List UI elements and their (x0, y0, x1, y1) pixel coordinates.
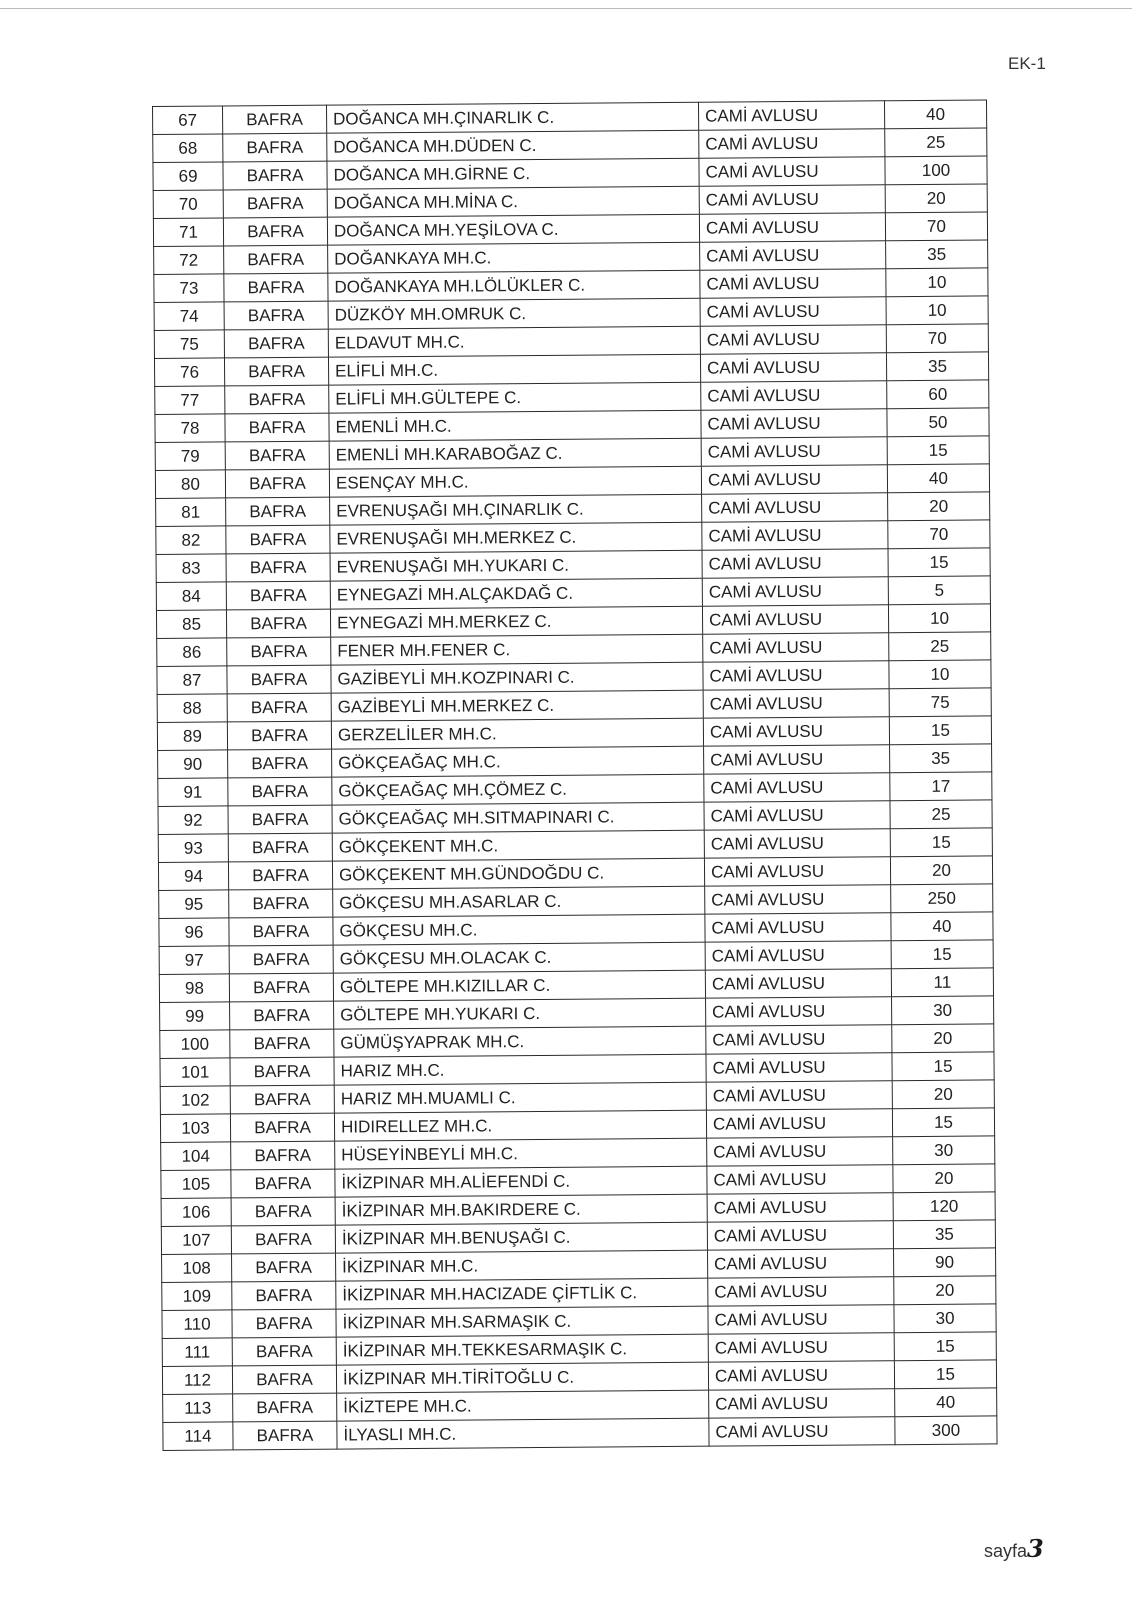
district-cell: BAFRA (223, 105, 327, 134)
place-type-cell: CAMİ AVLUSU (699, 157, 885, 186)
district-cell: BAFRA (231, 1141, 335, 1170)
count-cell: 90 (893, 1248, 995, 1277)
location-cell: HARIZ MH.C. (334, 1054, 706, 1085)
place-type-cell: CAMİ AVLUSU (704, 745, 890, 774)
page-number (984, 1534, 1044, 1563)
row-number: 72 (154, 246, 224, 275)
location-cell: EVRENUŞAĞI MH.ÇINARLIK C. (330, 494, 702, 525)
place-type-cell: CAMİ AVLUSU (705, 913, 891, 942)
count-cell: 120 (893, 1192, 995, 1221)
count-cell: 40 (887, 464, 989, 493)
district-cell: BAFRA (226, 497, 330, 526)
count-cell: 20 (893, 1164, 995, 1193)
location-cell: GÖKÇESU MH.ASARLAR C. (333, 886, 705, 917)
row-number: 111 (162, 1338, 232, 1367)
row-number: 113 (163, 1394, 233, 1423)
place-type-cell: CAMİ AVLUSU (703, 633, 889, 662)
place-type-cell: CAMİ AVLUSU (705, 885, 891, 914)
location-cell: İKİZPINAR MH.BENUŞAĞI C. (335, 1222, 707, 1253)
count-cell: 20 (892, 1080, 994, 1109)
count-cell: 17 (890, 772, 992, 801)
row-number: 79 (155, 442, 225, 471)
district-cell: BAFRA (226, 581, 330, 610)
place-type-cell: CAMİ AVLUSU (706, 1081, 892, 1110)
location-cell: İKİZPINAR MH.SARMAŞIK C. (336, 1306, 708, 1337)
place-type-cell: CAMİ AVLUSU (702, 521, 888, 550)
place-type-cell: CAMİ AVLUSU (700, 269, 886, 298)
row-number: 93 (158, 834, 228, 863)
district-cell: BAFRA (232, 1365, 336, 1394)
district-cell: BAFRA (230, 1057, 334, 1086)
top-scan-rule (0, 8, 1132, 9)
count-cell: 35 (890, 744, 992, 773)
row-number: 68 (153, 134, 223, 163)
count-cell: 20 (894, 1276, 996, 1305)
district-cell: BAFRA (227, 665, 331, 694)
row-number: 87 (157, 666, 227, 695)
location-cell: GERZELİLER MH.C. (331, 718, 703, 749)
count-cell: 25 (890, 800, 992, 829)
count-cell: 40 (884, 100, 986, 129)
place-type-cell: CAMİ AVLUSU (705, 969, 891, 998)
place-type-cell: CAMİ AVLUSU (707, 1221, 893, 1250)
count-cell: 15 (894, 1360, 996, 1389)
location-cell: GÖKÇEAĞAÇ MH.SITMAPINARI C. (332, 802, 704, 833)
row-number: 88 (157, 694, 227, 723)
location-cell: DOĞANKAYA MH.LÖLÜKLER C. (328, 270, 700, 301)
district-cell: BAFRA (231, 1225, 335, 1254)
row-number: 73 (154, 274, 224, 303)
count-cell: 50 (887, 408, 989, 437)
district-cell: BAFRA (224, 245, 328, 274)
location-cell: EVRENUŞAĞI MH.MERKEZ C. (330, 522, 702, 553)
location-cell: İKİZPINAR MH.TİRİTOĞLU C. (336, 1362, 708, 1393)
count-cell: 20 (892, 1024, 994, 1053)
place-type-cell: CAMİ AVLUSU (708, 1305, 894, 1334)
annex-label: EK-1 (1008, 54, 1046, 73)
location-cell: DOĞANCA MH.GİRNE C. (327, 158, 699, 189)
row-number: 102 (160, 1086, 230, 1115)
place-type-cell: CAMİ AVLUSU (702, 493, 888, 522)
count-cell: 25 (885, 128, 987, 157)
location-cell: ELİFLİ MH.GÜLTEPE C. (329, 382, 701, 413)
location-cell: GÖKÇEAĞAÇ MH.ÇÖMEZ C. (332, 774, 704, 805)
district-cell: BAFRA (226, 525, 330, 554)
row-number: 110 (162, 1310, 232, 1339)
location-cell: HÜSEYİNBEYLİ MH.C. (335, 1138, 707, 1169)
location-cell: GÖLTEPE MH.KIZILLAR C. (333, 970, 705, 1001)
location-cell: DÜZKÖY MH.OMRUK C. (328, 298, 700, 329)
location-cell: GÖKÇESU MH.C. (333, 914, 705, 945)
place-type-cell: CAMİ AVLUSU (707, 1165, 893, 1194)
row-number: 76 (154, 358, 224, 387)
place-type-cell: CAMİ AVLUSU (701, 465, 887, 494)
place-type-cell: CAMİ AVLUSU (702, 577, 888, 606)
place-type-cell: CAMİ AVLUSU (707, 1193, 893, 1222)
count-cell: 15 (891, 940, 993, 969)
place-type-cell: CAMİ AVLUSU (707, 1137, 893, 1166)
place-type-cell: CAMİ AVLUSU (705, 941, 891, 970)
place-type-cell: CAMİ AVLUSU (709, 1389, 895, 1418)
row-number: 91 (158, 778, 228, 807)
count-cell: 100 (885, 156, 987, 185)
row-number: 103 (160, 1114, 230, 1143)
place-type-cell: CAMİ AVLUSU (703, 661, 889, 690)
place-type-cell: CAMİ AVLUSU (708, 1333, 894, 1362)
district-cell: BAFRA (225, 413, 329, 442)
place-type-cell: CAMİ AVLUSU (706, 1025, 892, 1054)
location-cell: GAZİBEYLİ MH.KOZPINARI C. (331, 662, 703, 693)
place-type-cell: CAMİ AVLUSU (702, 549, 888, 578)
district-cell: BAFRA (223, 189, 327, 218)
row-number: 89 (157, 722, 227, 751)
count-cell: 11 (891, 968, 993, 997)
table-row (163, 1416, 997, 1451)
district-cell: BAFRA (230, 1113, 334, 1142)
district-cell: BAFRA (227, 721, 331, 750)
district-cell: BAFRA (228, 833, 332, 862)
row-number: 105 (161, 1170, 231, 1199)
place-type-cell: CAMİ AVLUSU (699, 213, 885, 242)
row-number: 85 (156, 610, 226, 639)
location-cell: İKİZPINAR MH.C. (336, 1250, 708, 1281)
count-cell: 15 (889, 716, 991, 745)
place-type-cell: CAMİ AVLUSU (709, 1417, 895, 1446)
location-cell: GÖKÇEAĞAÇ MH.C. (332, 746, 704, 777)
count-cell: 30 (894, 1304, 996, 1333)
count-cell: 35 (886, 240, 988, 269)
table-body (153, 100, 998, 1451)
district-cell: BAFRA (229, 973, 333, 1002)
row-number: 83 (156, 554, 226, 583)
place-type-cell: CAMİ AVLUSU (700, 353, 886, 382)
row-number: 80 (155, 470, 225, 499)
location-cell: DOĞANCA MH.YEŞİLOVA C. (327, 214, 699, 245)
district-cell: BAFRA (224, 301, 328, 330)
row-number: 112 (162, 1366, 232, 1395)
place-type-cell: CAMİ AVLUSU (708, 1361, 894, 1390)
district-cell: BAFRA (229, 917, 333, 946)
row-number: 94 (158, 862, 228, 891)
count-cell: 35 (886, 352, 988, 381)
place-type-cell: CAMİ AVLUSU (700, 241, 886, 270)
row-number: 114 (163, 1422, 233, 1451)
district-cell: BAFRA (226, 609, 330, 638)
row-number: 96 (159, 918, 229, 947)
count-cell: 20 (890, 856, 992, 885)
district-cell: BAFRA (227, 637, 331, 666)
location-cell: DOĞANKAYA MH.C. (328, 242, 700, 273)
district-cell: BAFRA (229, 889, 333, 918)
location-cell: EMENLİ MH.C. (329, 410, 701, 441)
location-cell: GÜMÜŞYAPRAK MH.C. (334, 1026, 706, 1057)
row-number: 74 (154, 302, 224, 331)
count-cell: 70 (885, 212, 987, 241)
location-cell: GÖKÇEKENT MH.C. (332, 830, 704, 861)
place-type-cell: CAMİ AVLUSU (704, 829, 890, 858)
row-number: 95 (159, 890, 229, 919)
place-type-cell: CAMİ AVLUSU (703, 717, 889, 746)
location-cell: İKİZPINAR MH.BAKIRDERE C. (335, 1194, 707, 1225)
count-cell: 15 (887, 436, 989, 465)
row-number: 104 (161, 1142, 231, 1171)
place-type-cell: CAMİ AVLUSU (706, 1109, 892, 1138)
district-cell: BAFRA (224, 357, 328, 386)
place-type-cell: CAMİ AVLUSU (699, 185, 885, 214)
location-cell: EVRENUŞAĞI MH.YUKARI C. (330, 550, 702, 581)
location-cell: İLYASLI MH.C. (337, 1418, 709, 1449)
row-number: 86 (157, 638, 227, 667)
count-cell: 10 (886, 296, 988, 325)
count-cell: 20 (885, 184, 987, 213)
district-cell: BAFRA (228, 777, 332, 806)
location-table (152, 99, 998, 1451)
district-cell: BAFRA (229, 945, 333, 974)
district-cell: BAFRA (231, 1169, 335, 1198)
district-cell: BAFRA (233, 1393, 337, 1422)
place-type-cell: CAMİ AVLUSU (699, 129, 885, 158)
district-cell: BAFRA (228, 749, 332, 778)
row-number: 71 (153, 218, 223, 247)
count-cell: 5 (888, 576, 990, 605)
district-cell: BAFRA (223, 133, 327, 162)
district-cell: BAFRA (224, 329, 328, 358)
district-cell: BAFRA (225, 385, 329, 414)
location-cell: FENER MH.FENER C. (331, 634, 703, 665)
location-cell: DOĞANCA MH.MİNA C. (327, 186, 699, 217)
count-cell: 250 (891, 884, 993, 913)
count-cell: 25 (889, 632, 991, 661)
district-cell: BAFRA (232, 1253, 336, 1282)
place-type-cell: CAMİ AVLUSU (703, 689, 889, 718)
count-cell: 75 (889, 688, 991, 717)
count-cell: 20 (888, 492, 990, 521)
place-type-cell: CAMİ AVLUSU (708, 1249, 894, 1278)
location-cell: EYNEGAZİ MH.MERKEZ C. (330, 606, 702, 637)
row-number: 98 (159, 974, 229, 1003)
location-cell: ELDAVUT MH.C. (328, 326, 700, 357)
count-cell: 70 (886, 324, 988, 353)
place-type-cell: CAMİ AVLUSU (708, 1277, 894, 1306)
place-type-cell: CAMİ AVLUSU (701, 381, 887, 410)
count-cell: 15 (892, 1052, 994, 1081)
row-number: 92 (158, 806, 228, 835)
place-type-cell: CAMİ AVLUSU (704, 773, 890, 802)
place-type-cell: CAMİ AVLUSU (704, 857, 890, 886)
location-cell: İKİZTEPE MH.C. (337, 1390, 709, 1421)
district-cell: BAFRA (232, 1337, 336, 1366)
location-cell: HARIZ MH.MUAMLI C. (334, 1082, 706, 1113)
location-cell: GAZİBEYLİ MH.MERKEZ C. (331, 690, 703, 721)
count-cell: 10 (888, 604, 990, 633)
count-cell: 300 (895, 1416, 997, 1445)
row-number: 70 (153, 190, 223, 219)
district-cell: BAFRA (230, 1001, 334, 1030)
district-cell: BAFRA (227, 693, 331, 722)
location-cell: EMENLİ MH.KARABOĞAZ C. (329, 438, 701, 469)
district-cell: BAFRA (230, 1085, 334, 1114)
location-cell: GÖKÇESU MH.OLACAK C. (333, 942, 705, 973)
district-cell: BAFRA (225, 441, 329, 470)
place-type-cell: CAMİ AVLUSU (700, 325, 886, 354)
row-number: 90 (158, 750, 228, 779)
count-cell: 15 (894, 1332, 996, 1361)
row-number: 101 (160, 1058, 230, 1087)
count-cell: 35 (893, 1220, 995, 1249)
location-cell: İKİZPINAR MH.TEKKESARMAŞIK C. (336, 1334, 708, 1365)
location-cell: GÖKÇEKENT MH.GÜNDOĞDU C. (332, 858, 704, 889)
location-cell: DOĞANCA MH.ÇINARLIK C. (326, 102, 698, 133)
district-cell: BAFRA (233, 1421, 337, 1450)
count-cell: 60 (887, 380, 989, 409)
row-number: 107 (161, 1226, 231, 1255)
row-number: 77 (155, 386, 225, 415)
place-type-cell: CAMİ AVLUSU (698, 101, 884, 130)
location-cell: HIDIRELLEZ MH.C. (334, 1110, 706, 1141)
location-cell: ESENÇAY MH.C. (329, 466, 701, 497)
row-number: 108 (162, 1254, 232, 1283)
row-number: 69 (153, 162, 223, 191)
count-cell: 30 (892, 996, 994, 1025)
count-cell: 30 (893, 1136, 995, 1165)
count-cell: 10 (889, 660, 991, 689)
place-type-cell: CAMİ AVLUSU (706, 1053, 892, 1082)
location-cell: İKİZPINAR MH.HACIZADE ÇİFTLİK C. (336, 1278, 708, 1309)
count-cell: 40 (891, 912, 993, 941)
place-type-cell: CAMİ AVLUSU (701, 409, 887, 438)
place-type-cell: CAMİ AVLUSU (700, 297, 886, 326)
count-cell: 15 (892, 1108, 994, 1137)
location-cell: İKİZPINAR MH.ALİEFENDİ C. (335, 1166, 707, 1197)
district-cell: BAFRA (223, 161, 327, 190)
count-cell: 40 (895, 1388, 997, 1417)
row-number: 99 (160, 1002, 230, 1031)
row-number: 75 (154, 330, 224, 359)
row-number: 78 (155, 414, 225, 443)
row-number: 97 (159, 946, 229, 975)
district-cell: BAFRA (225, 469, 329, 498)
district-cell: BAFRA (223, 217, 327, 246)
district-cell: BAFRA (230, 1029, 334, 1058)
page-prefix: sayfa (984, 1541, 1028, 1561)
location-cell: ELİFLİ MH.C. (328, 354, 700, 385)
count-cell: 15 (888, 548, 990, 577)
page-digit: 3 (1027, 1534, 1044, 1563)
row-number: 109 (162, 1282, 232, 1311)
district-cell: BAFRA (228, 861, 332, 890)
location-cell: GÖLTEPE MH.YUKARI C. (334, 998, 706, 1029)
count-cell: 10 (886, 268, 988, 297)
location-cell: DOĞANCA MH.DÜDEN C. (327, 130, 699, 161)
district-cell: BAFRA (231, 1197, 335, 1226)
count-cell: 70 (888, 520, 990, 549)
district-cell: BAFRA (228, 805, 332, 834)
district-cell: BAFRA (232, 1281, 336, 1310)
row-number: 67 (153, 106, 223, 135)
place-type-cell: CAMİ AVLUSU (702, 605, 888, 634)
row-number: 100 (160, 1030, 230, 1059)
place-type-cell: CAMİ AVLUSU (704, 801, 890, 830)
location-cell: EYNEGAZİ MH.ALÇAKDAĞ C. (330, 578, 702, 609)
district-cell: BAFRA (232, 1309, 336, 1338)
place-type-cell: CAMİ AVLUSU (706, 997, 892, 1026)
row-number: 106 (161, 1198, 231, 1227)
row-number: 84 (156, 582, 226, 611)
district-cell: BAFRA (224, 273, 328, 302)
district-cell: BAFRA (226, 553, 330, 582)
row-number: 81 (156, 498, 226, 527)
row-number: 82 (156, 526, 226, 555)
count-cell: 15 (890, 828, 992, 857)
place-type-cell: CAMİ AVLUSU (701, 437, 887, 466)
